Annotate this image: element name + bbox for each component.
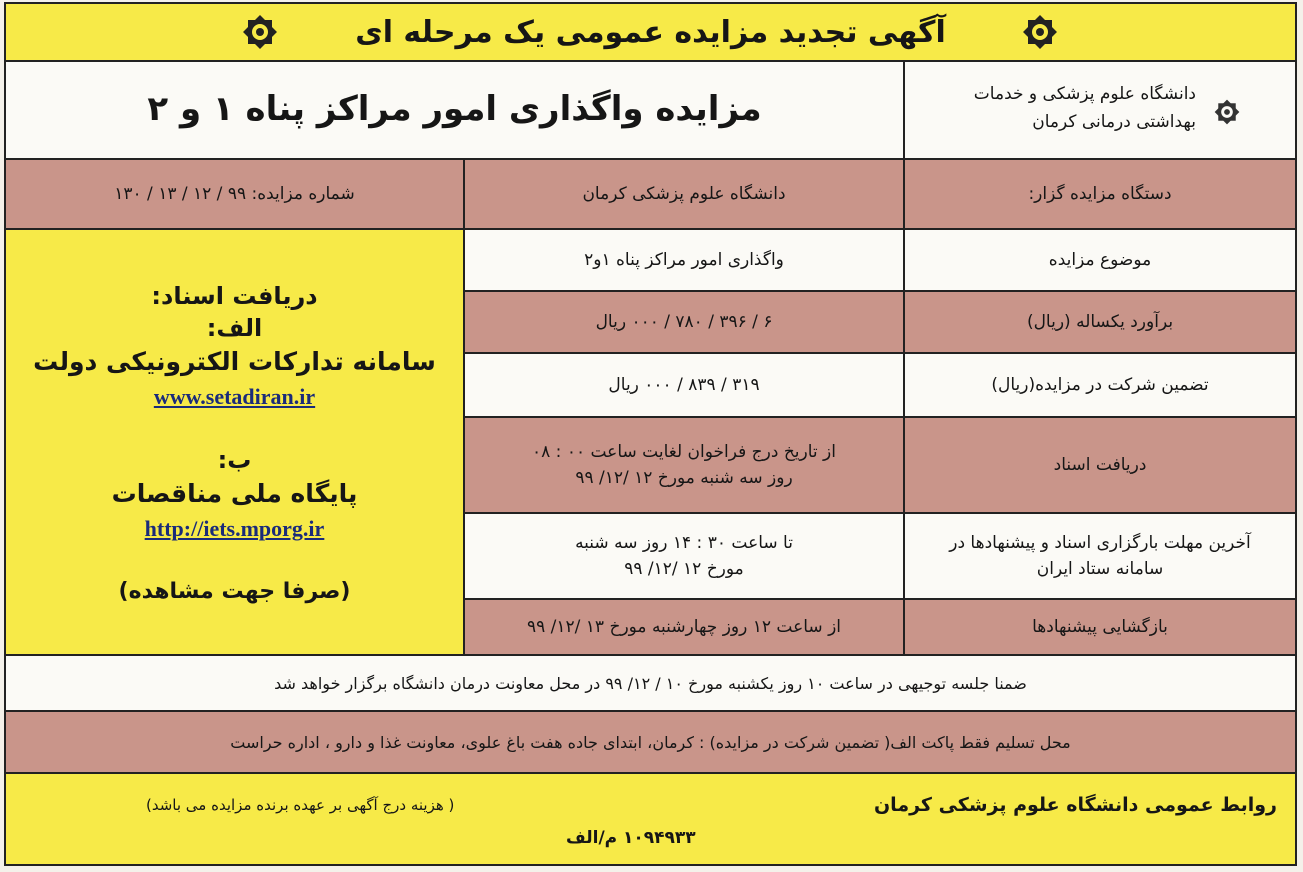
option-b-label: ب:	[217, 446, 252, 474]
public-relations: روابط عمومی دانشگاه علوم پزشکی کرمان	[873, 794, 1277, 816]
main-title: مزایده واگذاری امور مراکز پناه ۱ و ۲	[147, 89, 762, 129]
documents-heading: دریافت اسناد:	[151, 282, 318, 310]
auction-number: شماره مزایده: ۹۹ / ۱۲ / ۱۳ / ۱۳۰	[114, 184, 355, 204]
delivery-note: محل تسلیم فقط پاکت الف( تضمین شرکت در مزایده) : کرمان، ابتدای جاده هفت باغ علوی، معاونت غذا و دارو ، اداره حراست	[6, 710, 1295, 772]
subject-label: موضوع مزایده	[1048, 250, 1152, 270]
documents-value: از تاریخ درج فراخوان لغایت ساعت ۰۰ : ۰۸ روز سه شنبه مورخ ۱۲ /۱۲/ ۹۹	[532, 442, 836, 488]
ad-cost-note: ( هزینه درج آگهی بر عهده برنده مزایده می باشد)	[146, 796, 455, 814]
deadline-value: تا ساعت ۳۰ : ۱۴ روز سه شنبه مورخ ۱۲ /۱۲/ ۹۹	[575, 533, 793, 579]
deadline-label: آخرین مهلت بارگزاری اسناد و پیشنهادها در سامانه ستاد ایران	[949, 533, 1251, 579]
notice-title: آگهی تجدید مزایده عمومی یک مرحله ای	[355, 14, 946, 50]
option-b-name: پایگاه ملی مناقصات	[111, 479, 358, 508]
university-emblem-icon	[1211, 96, 1243, 128]
header-band	[6, 4, 1295, 60]
ad-code: ۱۰۹۴۹۳۳ م/الف	[566, 828, 696, 848]
organizer-value: دانشگاه علوم پزشکی کرمان	[582, 184, 786, 204]
documents-info	[6, 280, 463, 608]
auction-notice	[4, 2, 1297, 866]
view-only-note: (صرفا جهت مشاهده)	[118, 579, 351, 604]
university-emblem-icon	[238, 10, 282, 54]
setadiran-link[interactable]: www.setadiran.ir	[153, 384, 316, 409]
guarantee-value: ۳۱۹ / ۸۳۹ / ۰۰۰ ریال	[608, 375, 760, 395]
subject-value: واگذاری امور مراکز پناه ۱و۲	[584, 250, 784, 270]
university-emblem-icon	[1018, 10, 1062, 54]
organizer-label: دستگاه مزایده گزار:	[1028, 184, 1172, 204]
estimate-label: برآورد یکساله (ریال)	[1026, 312, 1174, 332]
footer	[6, 772, 1295, 864]
guarantee-label: تضمین شرکت در مزایده(ریال)	[991, 375, 1209, 395]
organization-name: دانشگاه علوم پزشکی و خدمات بهداشتی درمانی کرمان	[973, 84, 1196, 132]
option-a-name: سامانه تدارکات الکترونیکی دولت	[33, 347, 436, 376]
documents-label: دریافت اسناد	[1053, 455, 1147, 475]
option-a-label: الف:	[206, 314, 263, 342]
estimate-value: ۶ / ۳۹۶ / ۷۸۰ / ۰۰۰ ریال	[595, 312, 773, 332]
opening-label: بازگشایی پیشنهادها	[1032, 617, 1168, 637]
briefing-note: ضمنا جلسه توجیهی در ساعت ۱۰ روز یکشنبه مورخ ۱۰ / ۱۲/ ۹۹ در محل معاونت درمان دانشگاه برگزار خواهد شد	[6, 654, 1295, 710]
opening-value: از ساعت ۱۲ روز چهارشنبه مورخ ۱۳ /۱۲/ ۹۹	[526, 617, 842, 637]
iets-link[interactable]: http://iets.mporg.ir	[144, 516, 325, 541]
